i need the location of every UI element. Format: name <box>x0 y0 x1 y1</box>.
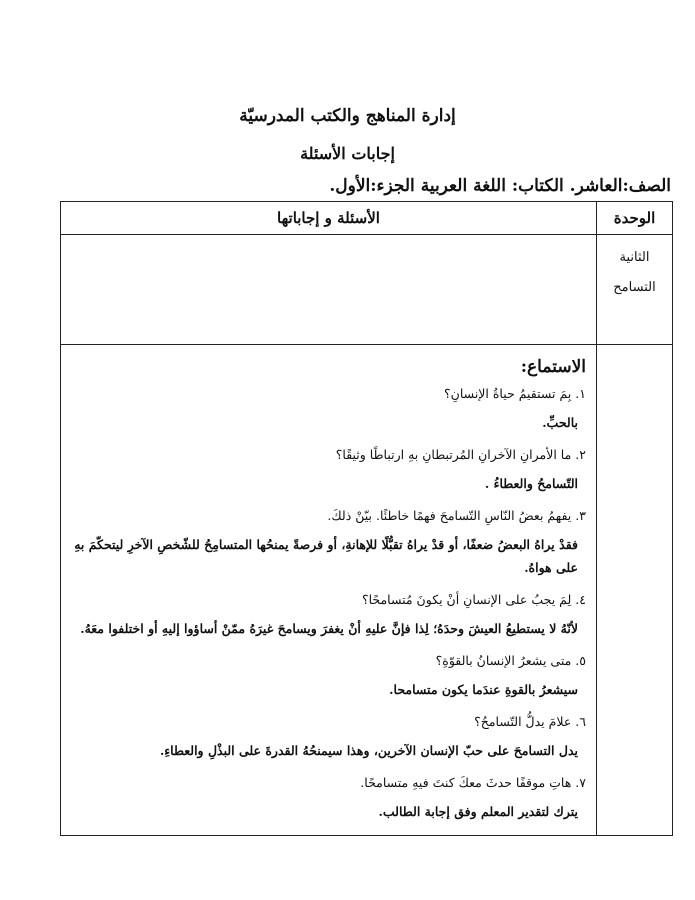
answer-text: يترك لتقدير المعلم وفق إجابة الطالب. <box>378 804 578 819</box>
unit-column-header: الوحدة <box>597 202 673 235</box>
question-text: ٥.متى يشعرُ الإنسانُ بالقوّةِ؟ <box>435 653 586 668</box>
question-text: ٣.يفهمُ بعضُ النّاسِ التّسامحَ فهمًا خاطئًا. بيّنْ ذلكَ. <box>327 508 586 523</box>
question-item <box>69 385 586 434</box>
question-item <box>69 591 586 640</box>
lesson-row <box>61 345 673 836</box>
question-item <box>69 507 586 579</box>
section-title: الاستماع: <box>520 357 586 377</box>
qa-column-header: الأسئلة و إجاباتها <box>61 202 597 235</box>
answer-text: لأنّهُ لا يستطيعُ العيشَ وحدَهُ؛ لِذا فإنَّ عليهِ أنْ يغفرَ ويسامحَ غيرَهُ ممّنْ أساؤوا إليهِ أو اختلفوا معَهُ. <box>80 621 578 636</box>
document-title: إجابات الأسئلة <box>300 144 395 163</box>
question-item <box>69 774 586 823</box>
unit-row <box>61 235 673 345</box>
class-book-info: الصف:العاشر. الكتاب: اللغة العربية الجزء:الأول. <box>329 176 671 196</box>
answer-text: يدل التسامحَ على حبّ الإنسان الآخرين، وهذا سيمنحُهُ القدرةَ على البذْلِ والعطاءِ. <box>159 743 578 758</box>
question-item <box>69 713 586 762</box>
table-header-row <box>61 202 673 235</box>
question-text: ٧.هاتِ موقفًا حدثَ معكَ كنتَ فيهِ متسامحًا. <box>360 775 586 790</box>
answer-text: فقدْ يراهُ البعضُ ضعفًا، أو قدْ يراهُ تقبُّلًا للإهانةِ، أو فرصةً يمنحُها المتسامِحُ للشّخصِ الآخرِ ليتحكّمَ بهِ على هواهُ. <box>74 537 578 575</box>
question-item <box>69 446 586 495</box>
unit-cell <box>597 235 673 345</box>
question-text: ٤.لِمَ يجبُ على الإنسانِ أنْ يكونَ مُتسامحًا؟ <box>361 592 586 607</box>
answer-text: بالحبِّ. <box>542 415 578 430</box>
question-text: ٢.ما الأمرانِ الآخرانِ المُرتبطانِ بهِ ارتباطًا وثيقًا؟ <box>335 447 586 462</box>
question-item <box>69 652 586 701</box>
empty-unit-cell <box>597 345 673 836</box>
unit-number: الثانية <box>619 250 650 265</box>
listening-section <box>61 345 597 836</box>
question-text: ٦.علامَ يدلُّ التّسامحُ؟ <box>474 714 586 729</box>
question-text: ١.بِمَ تستقيمُ حياةُ الإنسانِ؟ <box>444 386 586 401</box>
answers-table <box>60 201 673 836</box>
organization-heading: إدارة المناهج والكتب المدرسيّة <box>239 106 456 126</box>
unit-name: التسامح <box>613 280 656 295</box>
answer-text: التّسامحُ والعطاءُ . <box>484 476 578 491</box>
empty-cell <box>61 235 597 345</box>
answer-text: سيشعرُ بالقوةِ عندَما يكون متسامحا. <box>389 682 578 697</box>
